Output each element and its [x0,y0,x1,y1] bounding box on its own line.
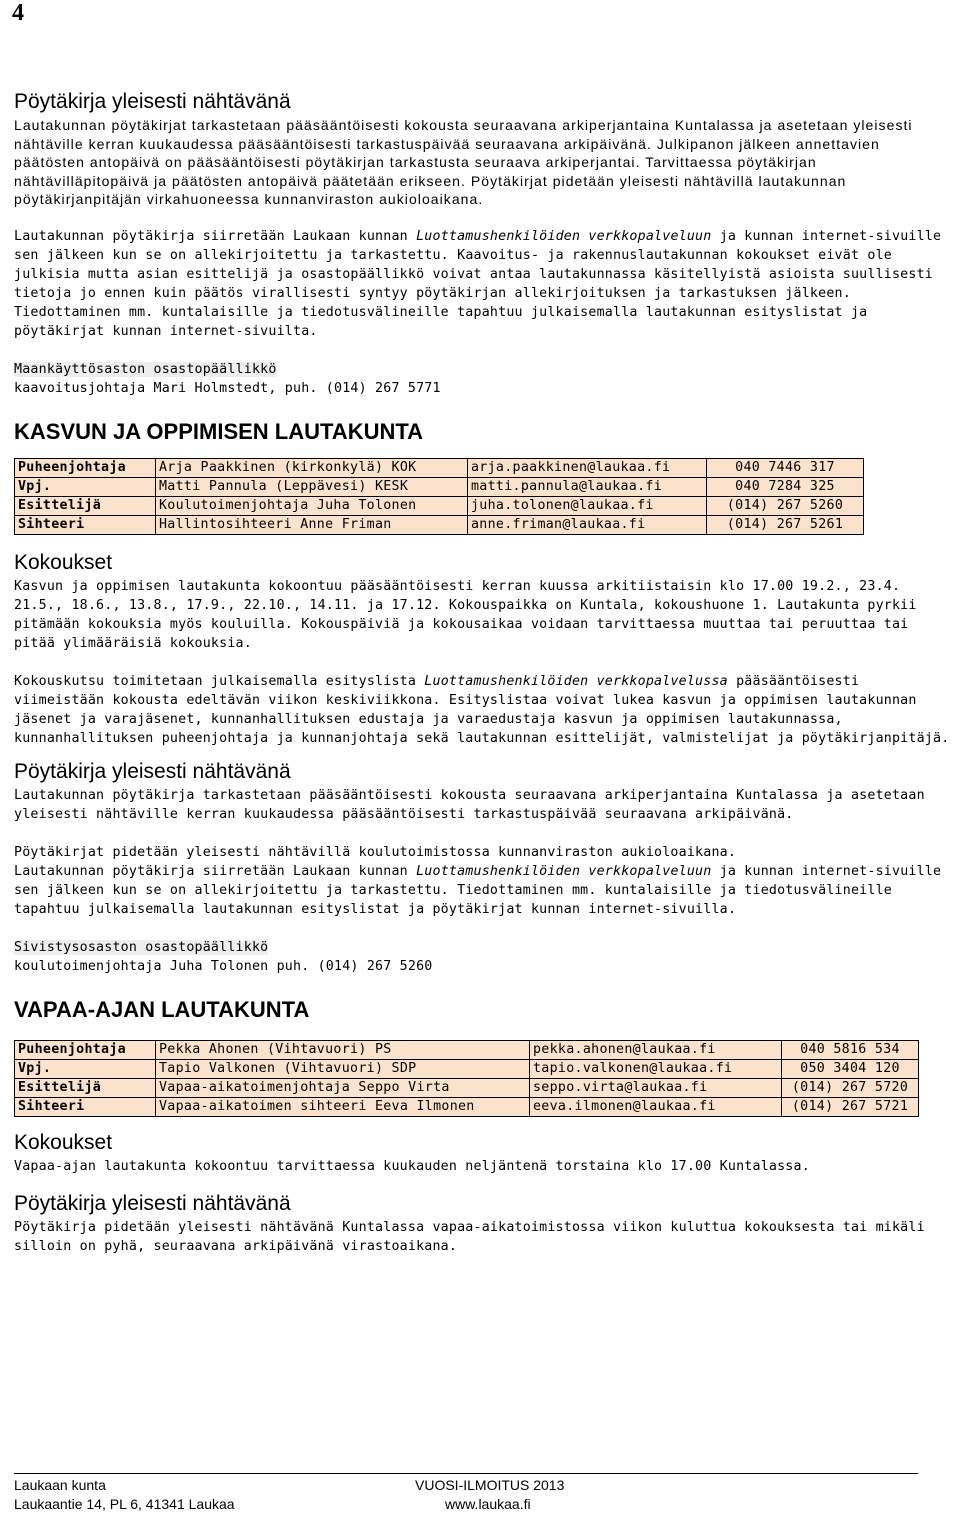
heading-kasvun-lautakunta: KASVUN JA OPPIMISEN LAUTAKUNTA [14,418,424,444]
public-viewing-text: Lautakunnan pöytäkirja tarkastetaan pääsääntöisesti kokousta seuraavana arkiperjantaina Kuntalassa ja asetetaan yleisesti nähtäville kerran kuukaudessa pääsääntöisesti tarkastuspäivää seuraavana arkipäivänä. [14,787,925,822]
contact-email: eeva.ilmonen@laukaa.fi [530,1097,782,1116]
contact-role: Puheenjohtaja [15,458,156,477]
spacer [14,398,954,418]
contact-email: juha.tolonen@laukaa.fi [468,496,707,515]
contact-line: kaavoitusjohtaja Mari Holmstedt, puh. (014) 267 5771 [14,380,441,396]
spacer [14,653,954,672]
paragraph-text: Kaavoitus- ja rakennuslautakunnan kokoukset eivät ole julkisia mutta asian esittelijä ja osastopäällikkö voivat antaa lautakunnassa käsitellyistä asioista suullisesti tietoja jo ennen kuin päätös virallisesti syntyy pöytäkirjan allekirjoituksen ja tarkastuksen jälkeen. Tiedottaminen mm. kuntalaisille ja tiedotusvälineille tapahtuu julkaisemalla lautakunnan esityslistat ja pöytäkirjat kunnan internet-sivuilta. [14,247,934,339]
contact-row [15,1097,919,1116]
public-viewing-text [14,862,954,919]
contact-phone: (014) 267 5260 [707,496,864,515]
contact-phone: 040 7284 325 [707,477,864,496]
section-heading-public-viewing: Pöytäkirja yleisesti nähtävänä [14,90,291,113]
contact-role: Sihteeri [15,1097,156,1116]
spacer [14,824,954,843]
public-viewing-text: Pöytäkirjat pidetään yleisesti nähtävillä koulutoimistossa kunnanviraston aukioloaikana. [14,844,737,860]
public-viewing-heading: Pöytäkirja yleisesti nähtävänä [14,759,291,783]
paragraph-text: Kokouskutsu toimitetaan julkaisemalla esityslista [14,673,425,689]
contact-name: Vapaa-aikatoimenjohtaja Seppo Virta [156,1078,530,1097]
contact-phone: 040 5816 534 [782,1040,919,1059]
spacer [14,1176,954,1190]
public-viewing-text: Pöytäkirja pidetään yleisesti nähtävänä Kuntalassa vapaa-aikatoimistossa viikon kuluttua kokouksesta tai mikäli silloin on pyhä, seuraavana arkipäivänä virastoaikana. [14,1219,925,1254]
contact-role: Esittelijä [15,496,156,515]
contact-row [15,1078,919,1097]
contact-email: anne.friman@laukaa.fi [468,515,707,534]
contact-role: Vpj. [15,477,156,496]
kasvu-contacts-table [14,458,864,535]
contact-name: Hallintosihteeri Anne Friman [156,515,468,534]
spacer [14,976,954,996]
paragraph-text: ja kunnan internet-sivuille sen jälkeen kun se on allekirjoitettu ja tarkastettu. [14,228,942,263]
contact-email: arja.paakkinen@laukaa.fi [468,458,707,477]
contact-phone: 040 7446 317 [707,458,864,477]
paragraph [14,227,954,341]
footer-doc: VUOSI-ILMOITUS 2013 [415,1477,565,1493]
paragraph-italic-text: Luottamushenkilöiden verkkopalvelussa [424,673,728,689]
contact-row [15,458,864,477]
meetings-heading: Kokoukset [14,1130,113,1154]
footer-right [415,1476,564,1514]
contact-name: Arja Paakkinen (kirkonkylä) KOK [156,458,468,477]
spacer [14,1024,954,1040]
spacer [14,748,954,758]
paragraph-text: pääsääntöisesti viimeistään kokousta edeltävän viikon keskiviikkona. Esityslistaa voivat lukea kasvun ja oppimisen lautakunnan jäsenet ja varajäsenet, kunnanhallituksen edustaja ja varaedustaja kasvun ja oppimisen lautakunnassa, kunnanhallituksen puheenjohtaja ja kunnanjohtaja sekä lautakunnan esittelijät, valmistelijat ja pöytäkirjanpitäjä. [14,673,950,746]
vapaa-contacts-table [14,1040,919,1117]
contact-row [15,477,864,496]
contact-line: koulutoimenjohtaja Juha Tolonen puh. (014) 267 5260 [14,958,433,974]
document-body [14,88,954,1256]
paragraph-text: ja kunnan internet-sivuille sen jälkeen kun se on allekirjoitettu ja tarkastettu. Tiedottaminen mm. kuntalaisille ja tiedotusvälineille tapahtuu julkaisemalla lautakunnan esityslistat ja pöytäkirjat kunnan internet-sivuilla. [14,863,942,917]
spacer [14,446,954,458]
contact-role: Vpj. [15,1059,156,1078]
contact-role: Puheenjohtaja [15,1040,156,1059]
paragraph-text: Lautakunnan pöytäkirja siirretään Laukaan kunnan [14,863,417,879]
contact-block [14,360,954,398]
spacer [14,535,954,549]
contact-phone: (014) 267 5261 [707,515,864,534]
meetings-text: Kasvun ja oppimisen lautakunta kokoontuu pääsääntöisesti kerran kuussa arkitiistaisin klo 17.00 19.2., 23.4. 21.5., 18.6., 13.8., 17.9., 22.10., 14.11. ja 17.12. Kokouspaikka on Kuntala, kokoushuone 1. Lautakunta pyrkii pitämään kokouksia myös kouluilla. Kokouspäiviä ja kokousaikaa voidaan tarvittaessa muuttaa tai peruuttaa tai pitää ylimääräisiä kokouksia. [14,578,917,651]
contact-block [14,938,954,976]
heading-vapaa-ajan-lautakunta: VAPAA-AJAN LAUTAKUNTA [14,996,310,1022]
contact-name: Vapaa-aikatoimen sihteeri Eeva Ilmonen [156,1097,530,1116]
contact-email: pekka.ahonen@laukaa.fi [530,1040,782,1059]
paragraph-text: Julkipanon jälkeen annettavien päätösten antopäivä on pääsääntöisesti pöytäkirjan tarkastusta seuraava arkiperjantai. Tarvittaessa pöytäkirjan nähtävilläpitopäivä ja päätösten antopäivä päätetään erikseen. Pöytäkirjat pidetään yleisesti nähtävillä lautakunnan pöytäkirjanpitäjän virkahuoneessa kunnanviraston aukioloaikana. [14,135,880,207]
contact-name: Matti Pannula (Leppävesi) KESK [156,477,468,496]
contact-role: Esittelijä [15,1078,156,1097]
contact-row [15,1040,919,1059]
contact-email: matti.pannula@laukaa.fi [468,477,707,496]
paragraph-italic-text: Luottamushenkilöiden verkkopalveluun [416,228,712,244]
invite-paragraph [14,672,954,748]
contact-row [15,1059,919,1078]
contact-row [15,496,864,515]
footer-web: www.laukaa.fi [445,1496,531,1512]
footer-org: Laukaan kunta [14,1477,106,1493]
spacer [14,919,954,938]
public-viewing-heading: Pöytäkirja yleisesti nähtävänä [14,1191,291,1215]
footer-address: Laukaantie 14, PL 6, 41341 Laukaa [14,1496,235,1512]
contact-title: Sivistysosaston osastopäällikkö [14,939,269,955]
page-number: 4 [12,0,24,26]
contact-phone: (014) 267 5720 [782,1078,919,1097]
contact-email: tapio.valkonen@laukaa.fi [530,1059,782,1078]
contact-name: Tapio Valkonen (Vihtavuori) SDP [156,1059,530,1078]
contact-title: Maankäyttösaston osastopäällikkö [14,361,277,377]
spacer [14,341,954,360]
meetings-text: Vapaa-ajan lautakunta kokoontuu tarvittaessa kuukauden neljäntenä torstaina klo 17.00 Kuntalassa. [14,1158,810,1174]
footer-left [14,1476,235,1514]
paragraph-text: Lautakunnan pöytäkirja siirretään Laukaan kunnan [14,228,417,244]
footer-divider [14,1473,918,1474]
spacer [14,1117,954,1129]
contact-name: Koulutoimenjohtaja Juha Tolonen [156,496,468,515]
meetings-heading: Kokoukset [14,550,113,574]
contact-email: seppo.virta@laukaa.fi [530,1078,782,1097]
contact-role: Sihteeri [15,515,156,534]
contact-name: Pekka Ahonen (Vihtavuori) PS [156,1040,530,1059]
paragraph-italic-text: Luottamushenkilöiden verkkopalveluun [416,863,712,879]
contact-phone: 050 3404 120 [782,1059,919,1078]
spacer [14,209,954,227]
paragraph [14,116,954,209]
paragraph-text: Lautakunnan pöytäkirjat tarkastetaan pääsääntöisesti kokousta seuraavana arkiperjantaina Kuntalassa ja asetetaan yleisesti nähtäville kerran kuukaudessa pääsääntöisesti tarkastuspäivää seuraavana arkipäivänä. [14,117,913,152]
contact-phone: (014) 267 5721 [782,1097,919,1116]
contact-row [15,515,864,534]
